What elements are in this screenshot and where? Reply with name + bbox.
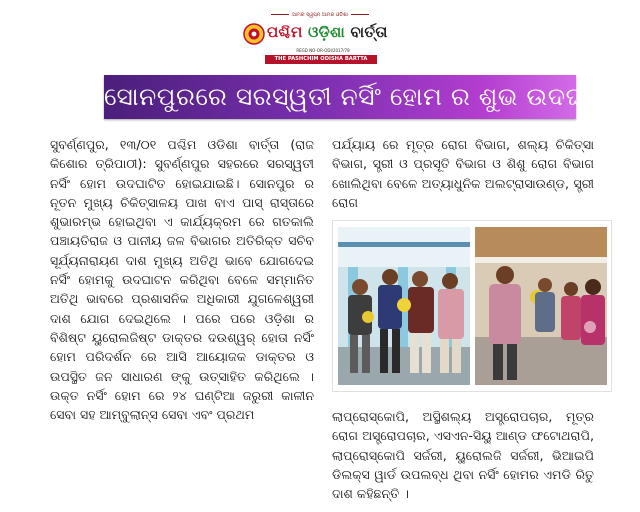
registration-number: REGD NO-OR-ODI/2017/78 [296, 48, 350, 53]
article-photos [332, 220, 612, 392]
article-left-column: ସୁବର୍ଣ୍ଣପୁର, ୧୩/୦୧ ପଶ୍ଚିମ ଓଡିଶା ବାର୍ତ୍ତା (ରାଜ କିଶୋର ତ୍ରିପାଠୀ): ସୁବର୍ଣ୍ଣପୁର ସହରରେ ସରସ୍ୱତୀ ନର୍ସିଂ ହୋମ ଉଦଘାଟିତ ହୋଇଯାଇଛି। ସୋନପୁର ର ନୂତନ ମୁଖ୍ୟ ଚିକିତ୍ସାଳୟ ପାଖ ବାଏ ପାସ୍ ରାସ୍ତାରେ ଶୁଭାରମ୍ଭ ହୋଇଥିବା ଏ କାର୍ଯ୍ୟକ୍ରମ ରେ ଗତକାଲି ପଞ୍ଚାୟତିରାଜ ଓ ପାନୀୟ ଜଳ ବିଭାଗର ଅତିରିକ୍ତ ସଚିବ ସୂର୍ଯ୍ୟନାରାୟଣ ଦାଶ ମୁଖ୍ୟ ଅତିଥି ଭାବେ ଯୋଗଦେଇ ନର୍ସିଂ ହୋମକୁ ଉଦଘାଟନ କରିଥିବା ବେଳେ ସମ୍ମାନିତ ଅତିଥି ଭାବରେ ପ୍ରଶାସନିକ ଅଧିକାରୀ ଯୁଗଳେଶ୍ୱରୀ ଦାଶ ଯୋଗ ଦେଇଥିଲେ । ପରେ ପରେ ଓଡ଼ିଶା ର ବିଶିଷ୍ଟ ୟୁରୋଲଜିଷ୍ଟ ଡାକ୍ତର ଦଉଶ୍ୱର୍ ହୋତା ନର୍ସିଂ ହୋମ ପରିଦର୍ଶନ ରେ ଆସି ଆୟୋଜକ ଡାକ୍ତର ଓ ଉପସ୍ଥିତ ଜନ ସାଧାରଣ ଙ୍କୁ ଉତ୍ସାହିତ କରିଥିଲେ । ଉକ୍ତ ନର୍ସିଂ ହୋମ ରେ ୨୪ ଘଣ୍ଟିଆ ଜରୁରୀ କାଳୀନ ସେବା ସହ ଆମ୍ବୁଲାନ୍ସ ସେବା ଏବଂ ପ୍ରଥମ [50, 137, 314, 423]
circular-emblem-icon [243, 23, 265, 45]
masthead [28, 12, 612, 72]
inauguration-photo-2 [475, 227, 607, 385]
article-right-column-top: ପର୍ଯ୍ୟାୟ ରେ ମୂତ୍ର ରୋଗ ବିଭାଗ, ଶଲ୍ୟ ଚିକିତ୍ସା ବିଭାଗ, ସ୍ତ୍ରୀ ଓ ପ୍ରସୂତି ବିଭାଗ ଓ ଶିଶୁ ରୋଗ ବିଭାଗ ଖୋଲିଥିବା ବେଳେ ଅତ୍ୟାଧୁନିକ ଅଲଟ୍ରାସାଉଣ୍ଡ, ସ୍ତ୍ରୀ ରୋଗ [332, 137, 594, 210]
logo-word-odisha: ଓଡ଼ିଶା [308, 23, 351, 41]
inauguration-photo-1 [338, 227, 470, 385]
article-headline: ସୋନପୁରରେ ସରସ୍ୱତୀ ନର୍ସିଂ ହୋମ ର ଶୁଭ ଉଦଘାଟନ [104, 82, 627, 111]
logo-wordmark [267, 23, 388, 41]
brand-name-bar: THE PASHCHIM ODISHA BARTTA [265, 55, 377, 64]
masthead-tagline: ଆମର ସ୍ୱପ୍ନ ଆମର ଓଡିଶା [265, 12, 375, 18]
newspaper-logo [243, 22, 403, 46]
logo-word-pashchim: ପଶ୍ଚିମ [267, 23, 308, 41]
logo-word-bartta: ବାର୍ତ୍ତା [350, 23, 388, 41]
newspaper-clipping [28, 12, 627, 502]
headline-banner [104, 75, 627, 119]
article-right-column-bottom: ଲାପ୍ରୋସ୍କୋପି, ଅସ୍ଥିଶଲ୍ୟ ଅସ୍ତ୍ରୋପଚାର, ମୂତ୍ର ରୋଗ ଅସ୍ତ୍ରୋପଚାର, ଏସଏନ-ସିୟୁ ଆଣ୍ଡ ଫଟୋଥରାପି, ଲାପ୍ରୋସ୍କୋପି ସର୍ଜରୀ, ୟୁରୋଲଜି ସର୍ଜରୀ, ଭିଆଇପି ଡିଲକ୍ସ ୱାର୍ଡ ଉପଲବ୍ଧ ଥିବା ନର୍ସିଂ ହୋମର ଏମଡି ରିତୁ ଦାଶ କହିଛନ୍ତି । [332, 409, 594, 502]
